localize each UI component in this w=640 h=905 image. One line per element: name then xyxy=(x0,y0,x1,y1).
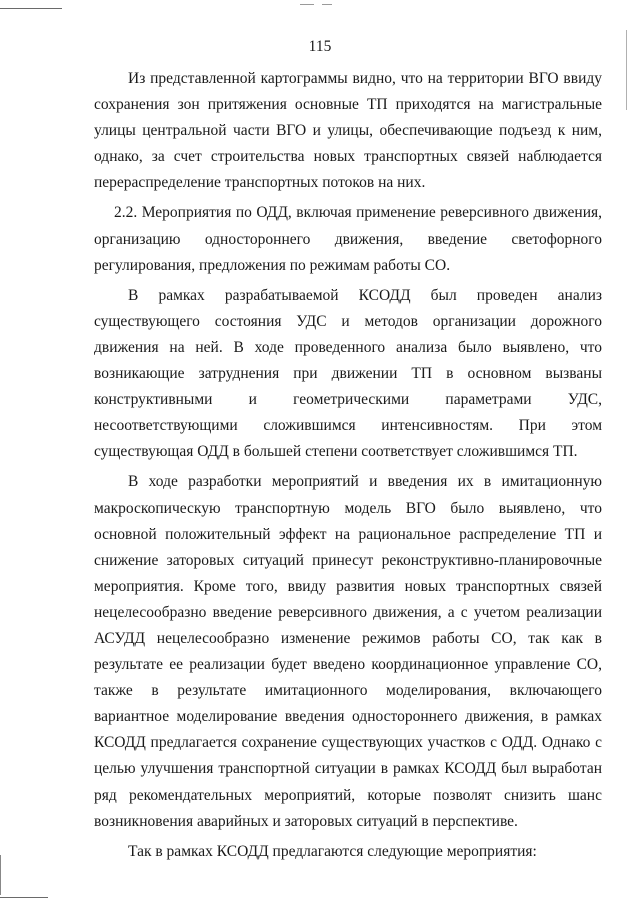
paragraph-measures-development: В ходе разработки мероприятий и введения их в имитационную макроскопическую транспортную модель ВГО было выявлено, что основной положительный эффект на рациональное распределение ТП и снижение заторовых ситуаций принесут реконструктивно-планировочные мероприятия. Кроме того, ввиду развития новых транспортных связей нецелесообразно введение реверсивного движения, а с учетом реализации АСУДД нецелесообразно изменение режимов работы СО, так как в результате ее реализации будет введено координационное управление СО, также в результате имитационного моделирования, включающего вариантное моделирование введения одностороннего движения, в рамках КСОДД предлагается сохранение существующих участков с ОДД. Однако с целью улучшения транспортной ситуации в рамках КСОДД был выработан ряд рекомендательных мероприятий, которые позволят снизить шанс возникновения аварийных и заторовых ситуаций в перспективе. xyxy=(94,473,602,830)
paragraph-section-heading-2-2: 2.2. Мероприятия по ОДД, включая применение реверсивного движения, организацию одностороннего движения, введение светофорного регулирования, предложения по режимам работы СО. xyxy=(94,204,602,274)
paragraph-cartogram-conclusion: Из представленной картограммы видно, что на территории ВГО ввиду сохранения зон притяжения основные ТП приходятся на магистральные улицы центральной части ВГО и улицы, обеспечивающие подъезд к ним, однако, за счет строительства новых транспортных связей наблюдается перераспределение транспортных потоков на них. xyxy=(94,70,602,192)
scan-edge-line xyxy=(0,855,1,895)
page-body xyxy=(94,66,602,865)
paragraph-analysis: В рамках разрабатываемой КСОДД был проведен анализ существующего состояния УДС и методов организации дорожного движения на ней. В ходе проведенного анализа было выявлено, что возникающие затруднения при движении ТП в основном вызваны конструктивными и геометрическими параметрами УДС, несоответствующими сложившимся интенсивностям. При этом существующая ОДД в большей степени соответствует сложившимся ТП. xyxy=(94,286,602,461)
scan-edge-line xyxy=(322,4,332,5)
scan-edge-line xyxy=(0,897,48,898)
scan-edge-line xyxy=(300,4,314,5)
scan-edge-line xyxy=(0,8,62,9)
page-number: 115 xyxy=(308,38,332,55)
paragraph-proposed-measures-intro: Так в рамках КСОДД предлагаются следующие мероприятия: xyxy=(128,842,537,860)
